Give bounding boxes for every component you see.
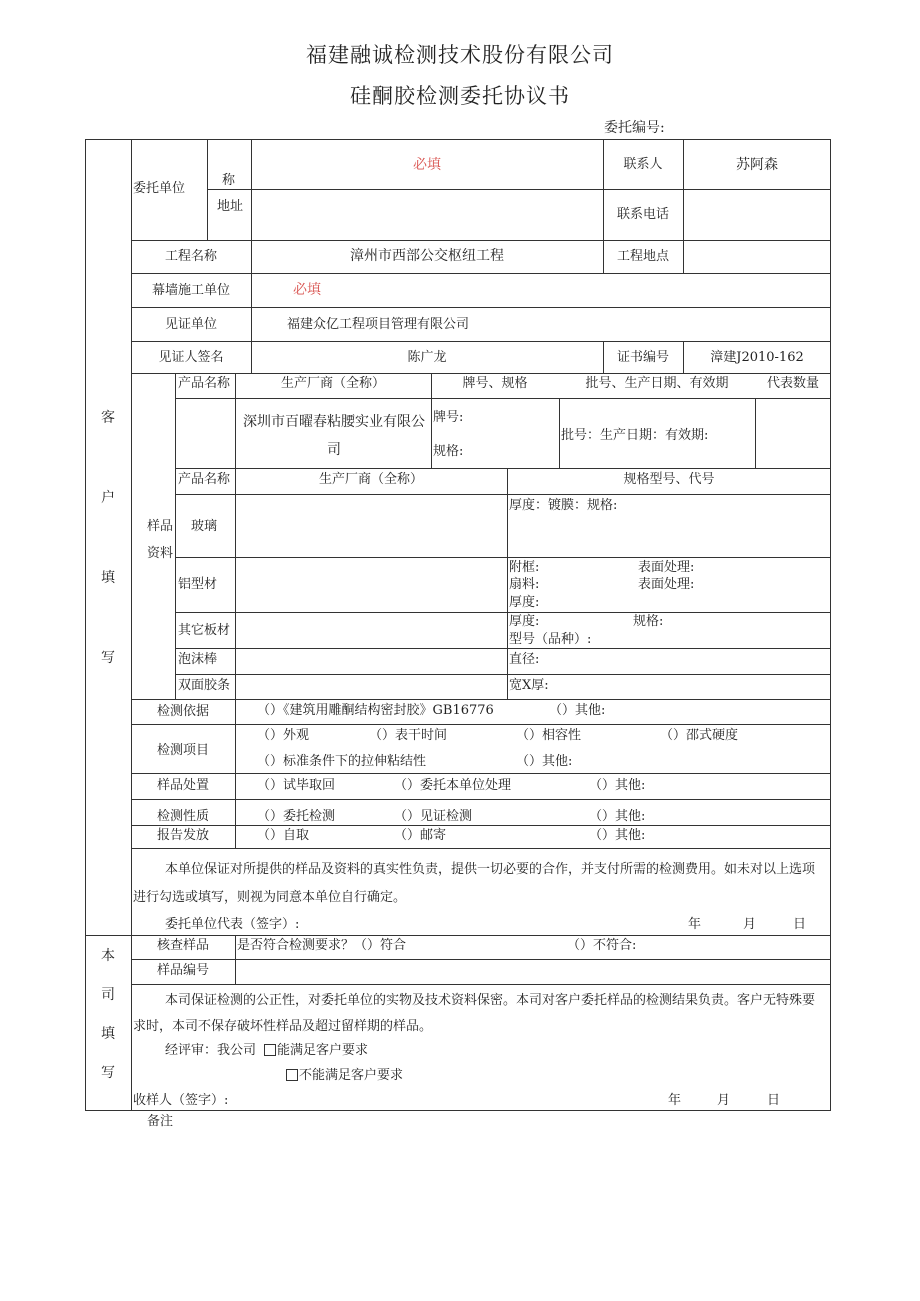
disposal-label: 样品处置 [156,778,209,793]
glass-spec-field[interactable]: 厚度：镀膜：规格: [509,498,618,513]
client-side-label-4: 写 [101,650,115,666]
client-statement: 本单位保证对所提供的样品及资料的真实性负责，提供一切必要的合作，并支付所需的检测费用。如未对以上选项进行勾选或填写，则视为同意本单位自行确定。 [133,862,816,905]
lab-date-month: 月 [717,1093,731,1108]
client-date-year: 年 [688,917,702,932]
phone-field[interactable] [684,190,830,239]
sample-no-label: 样品编号 [156,963,209,978]
review-label: 经评审：我公司 [165,1043,257,1058]
qty-field[interactable] [756,399,830,468]
client-date-month: 月 [743,917,757,932]
basis-label: 检测依据 [156,704,209,719]
check-conform-option[interactable]: 是否符合检测要求？（）符合 [237,938,407,953]
entrust-unit-label: 委托单位 [133,181,186,196]
basis-option-gb16776[interactable]: （）《建筑用雕酮结构密封胶》GB16776 [257,703,494,718]
phone-label: 联系电话 [616,207,669,222]
item-surface-dry[interactable]: （）表干时间 [369,728,448,743]
can-meet-label: 能满足客户要求 [277,1043,369,1058]
nature-label: 检测性质 [156,809,209,824]
nature-other[interactable]: （）其他: [589,809,646,824]
alu-thickness-field[interactable]: 厚度: [509,595,540,610]
cannot-meet-label: 不能满足客户要求 [299,1068,404,1083]
alu-label: 铝型材 [178,577,218,592]
lab-side-label-4: 写 [101,1065,115,1081]
foam-diameter-field[interactable]: 直径: [509,652,540,667]
other-spec-field[interactable]: 规格: [633,614,664,629]
nature-witness[interactable]: （）见证检测 [394,809,473,824]
receiver-sign-label[interactable]: 收样人（签字）: [133,1093,229,1108]
client-side-label-1: 客 [101,410,115,426]
disposal-other[interactable]: （）其他: [589,778,646,793]
document-title: 硅酮胶检测委托协议书 [350,84,570,108]
address-field[interactable] [252,190,602,239]
witness-unit-field[interactable]: 福建众亿工程项目管理有限公司 [287,317,470,332]
curtain-unit-label: 幕墙施工单位 [151,283,230,298]
client-rep-sign-label[interactable]: 委托单位代表（签字）: [165,917,300,932]
h2-spec-label: 规格型号、代号 [623,472,715,487]
lab-side-label-1: 本 [101,948,115,964]
lab-side-label-3: 填 [101,1026,115,1042]
check-sample-label: 核查样品 [156,938,209,953]
sample-side-label-1: 样品 [147,519,174,534]
client-date-day: 日 [793,917,807,932]
can-meet-checkbox[interactable] [264,1044,276,1056]
witness-sign-label: 见证人签名 [158,350,224,365]
sample-no-field[interactable] [236,960,830,983]
witness-sign-field[interactable]: 陈广龙 [407,350,447,365]
disposal-retrieve[interactable]: （）试毕取回 [257,778,336,793]
item-tensile-bond[interactable]: （）标准条件下的拉伸粘结性 [257,754,427,769]
cannot-meet-checkbox[interactable] [286,1069,298,1081]
item-other[interactable]: （）其他: [516,754,573,769]
alu-frame-field[interactable]: 附框: [509,560,540,575]
project-site-label: 工程地点 [616,249,669,264]
other-model-field[interactable]: 型号（品种）: [509,632,592,647]
other-thickness-field[interactable]: 厚度: [509,614,540,629]
address-label: 地址 [217,199,244,214]
items-label: 检测项目 [156,743,209,758]
nature-entrust[interactable]: （）委托检测 [257,809,336,824]
alu-sash-surface-field[interactable]: 表面处理: [638,577,695,592]
item-compatibility[interactable]: （）相容性 [516,728,582,743]
project-name-field[interactable]: 漳州市西部公交枢纽工程 [350,248,504,264]
tape-label: 双面胶条 [178,678,231,693]
h1-product-label: 产品名称 [178,376,231,391]
alu-sash-field[interactable]: 扇料: [509,577,540,592]
h1-maker-label: 生产厂商（全称） [280,376,385,391]
h1-batch-label: 批号、生产日期、有效期 [585,376,729,391]
entrust-unit-name-field[interactable]: 必填 [413,157,441,173]
check-nonconform-option[interactable]: （）不符合: [567,938,637,953]
lab-date-day: 日 [767,1093,781,1108]
batch-field[interactable]: 批号：生产日期：有效期: [561,428,709,443]
cert-no-label: 证书编号 [616,350,669,365]
project-name-label: 工程名称 [164,249,217,264]
curtain-unit-field[interactable]: 必填 [293,282,321,298]
report-self[interactable]: （）自取 [257,828,310,843]
disposal-entrust[interactable]: （）委托本单位处理 [394,778,512,793]
remark-label: 备注 [147,1114,174,1129]
report-other[interactable]: （）其他: [589,828,646,843]
basis-option-other[interactable]: （）其他: [549,703,606,718]
lab-side-label-2: 司 [101,987,115,1003]
glass-label: 玻璃 [191,519,218,534]
h1-qty-label: 代表数量 [766,376,819,391]
project-site-field[interactable] [684,241,830,272]
contact-field[interactable]: 苏阿森 [736,157,778,173]
spec-field[interactable]: 规格: [433,444,464,459]
sample-side-label-2: 资料 [147,546,174,561]
lab-date-year: 年 [668,1093,682,1108]
report-label: 报告发放 [156,828,209,843]
entrust-no-label: 委托编号: [604,120,665,136]
item-appearance[interactable]: （）外观 [257,728,310,743]
cert-no-field[interactable]: 漳建J2010-162 [710,350,804,365]
other-panel-label: 其它板材 [178,623,231,638]
sealant-maker-field[interactable]: 深圳市百曜春粘腰实业有限公司 [243,414,425,458]
h2-maker-label: 生产厂商（全称） [318,472,423,487]
foam-rod-label: 泡沫棒 [178,652,218,667]
tape-size-field[interactable]: 宽X厚: [509,678,549,693]
client-side-label-2: 户 [101,490,115,506]
brand-field[interactable]: 牌号: [433,410,464,425]
contact-label: 联系人 [623,157,663,172]
item-hardness[interactable]: （）邵式硬度 [660,728,739,743]
company-title: 福建融诚检测技术股份有限公司 [306,43,614,67]
client-side-label-3: 填 [101,570,115,586]
name-label: 称 [222,173,236,188]
report-mail[interactable]: （）邮寄 [394,828,447,843]
lab-statement: 本司保证检测的公正性，对委托单位的实物及技术资料保密。本司对客户委托样品的检测结果负责。客户无特殊要求时，本司不保存破坏性样品及超过留样期的样品。 [133,993,816,1034]
h1-brand-label: 牌号、规格 [462,376,528,391]
alu-frame-surface-field[interactable]: 表面处理: [638,560,695,575]
witness-unit-label: 见证单位 [164,317,217,332]
h2-product-label: 产品名称 [178,472,231,487]
